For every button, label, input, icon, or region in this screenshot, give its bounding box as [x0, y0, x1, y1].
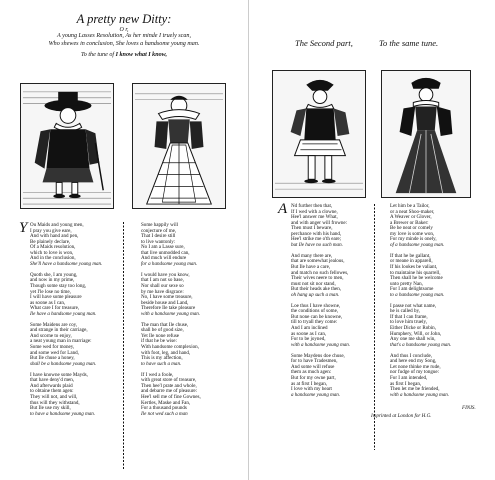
- verse-line: to a handsome young man.: [390, 291, 445, 298]
- verse-line: For to be joyned,: [291, 336, 326, 343]
- tune-name: I know what I know,: [115, 52, 168, 58]
- verse-line: Ile not wed such a man: [141, 410, 188, 417]
- or-text: O r,: [119, 27, 129, 33]
- finis-text: FINIS.: [462, 405, 476, 411]
- verse-line: for a handsome young man.: [141, 260, 198, 267]
- verse-line: For a thousand pounds: [141, 405, 187, 412]
- verse-line: the conditions of some,: [291, 308, 339, 315]
- verse-line: Then shall he be welcome: [390, 275, 443, 282]
- verse-line: Quoth she, I am young,: [30, 271, 78, 278]
- verse-line: I pray you give eare,: [30, 227, 72, 234]
- verse-line: With handsome complexion,: [141, 344, 199, 351]
- verse-line: by me have disgrace:: [141, 288, 184, 295]
- verse-line: And some will refuse: [291, 363, 335, 370]
- verse-line: Yet Ile none refuse: [141, 332, 180, 339]
- woodcut-young-man: [272, 70, 366, 198]
- verse-line: till to tryall they come:: [291, 319, 338, 326]
- verse-line: with a handsome young man.: [291, 341, 351, 348]
- verse-line: And much will endure: [141, 255, 187, 262]
- verse-line: to live wantonly:: [141, 238, 176, 245]
- verse-line: And many there are,: [291, 252, 333, 259]
- woodcut-lady: [132, 83, 226, 209]
- verse-line: The man that Ile chuse,: [141, 321, 189, 328]
- verse-line: Though some stay too long,: [30, 283, 87, 290]
- verse-line: No, I have some treasure,: [141, 294, 193, 301]
- verse-line: to have a handsome young man.: [30, 410, 96, 417]
- verse-line: I passe not what name,: [390, 302, 437, 309]
- verse-line: yet I'le lose no time,: [30, 288, 71, 295]
- subtitle-line-1: A young Lasses Resolution, As her minde I truely scan,: [57, 33, 191, 39]
- verse-line: to maintaine his quarrell,: [390, 269, 441, 276]
- verse-line: But their heads ake then,: [291, 286, 342, 293]
- verse-line: Be he neat or comely: [390, 225, 433, 232]
- verse-line: must not sit nor stand,: [291, 280, 336, 287]
- verse-line: And in the conclusion,: [30, 255, 76, 262]
- verse-line: Nd further then that,: [291, 203, 333, 209]
- verse-line: and here end my Song,: [390, 358, 437, 365]
- left-column-1: [30, 223, 102, 417]
- verse-line: Some Maydens doe chuse,: [291, 352, 345, 359]
- verse-line: For I am delightsome: [390, 286, 434, 293]
- tune-prefix: To the tune of: [80, 52, 116, 58]
- woodcut-young-woman: [381, 70, 471, 198]
- verse-line: I will have some pleasure: [30, 294, 82, 301]
- verse-line: If that I can frame,: [390, 313, 428, 320]
- verse-line: For I am intended,: [390, 374, 428, 381]
- verse-line: shall be a handsome young man.: [30, 360, 97, 367]
- verse-line: but Ile have no such man.: [291, 241, 343, 248]
- verse-line: a Brewer or Baker:: [390, 219, 429, 226]
- verse-line: if that he be wise:: [141, 338, 177, 345]
- drop-cap-right: A: [278, 201, 288, 217]
- verse-line: nor fudge of my tongue:: [390, 369, 440, 376]
- verse-line: as soone as I can,: [291, 330, 327, 337]
- verse-line: Humphery, Will, or John,: [390, 330, 442, 337]
- verse-line: unto pretty Nan,: [390, 280, 423, 287]
- verse-line: which to love is won,: [30, 249, 74, 256]
- column-divider-left: [122, 222, 125, 470]
- verse-line: Either Dicke or Robin,: [390, 325, 436, 332]
- woodcut-gentleman: [20, 83, 114, 209]
- verse-line: I love with my heart: [291, 386, 332, 393]
- verse-line: That I desire still: [141, 233, 176, 240]
- verse-line: a neat young man in marriage:: [30, 338, 92, 345]
- verse-line: And with hand and pen,: [30, 233, 79, 240]
- verse-line: If I wed with a clowne,: [291, 208, 338, 215]
- verse-line: that have deny'd men,: [30, 377, 75, 384]
- tune-line: [0, 52, 248, 58]
- verse-line: I have knowne some Mayds,: [30, 371, 88, 378]
- verse-line: But none can be knowne,: [291, 313, 343, 320]
- verse-line: that's a handsome young man.: [390, 341, 452, 348]
- verse-line: Their wives neere to men,: [291, 275, 344, 282]
- verse-line: Let him be a Tailor,: [390, 203, 430, 209]
- verse-line: Then must I beware,: [291, 225, 333, 232]
- second-part-title: The Second part,: [295, 38, 353, 48]
- right-column-2: [390, 204, 451, 398]
- verse-line: as soone as I can,: [30, 299, 66, 306]
- verse-line: Some wed for money,: [30, 344, 75, 351]
- verse-line: Some Maidens are coy,: [30, 321, 78, 328]
- verse-line: Of a Maids resolution,: [30, 244, 76, 251]
- verse-line: for to have Tradesmen,: [291, 358, 338, 365]
- verse-line: But for my owne part,: [291, 374, 336, 381]
- verse-line: Then let me be friended,: [390, 386, 440, 393]
- verse-line: to love him truely,: [390, 319, 427, 326]
- verse-line: No I am a Lasse sure,: [141, 244, 185, 251]
- verse-line: If his lookes be valiant,: [390, 264, 438, 271]
- verse-line: This is my affection,: [141, 355, 183, 362]
- verse-line: Therefore Ile take pleasure: [141, 305, 196, 312]
- verse-line: with foot, leg, and hand,: [141, 349, 191, 356]
- verse-line: that are somewhat jealous,: [291, 258, 345, 265]
- verse-line: as at first I began,: [291, 380, 328, 387]
- ballad-title: A pretty new Ditty:: [76, 12, 172, 26]
- verse-line: And scorne to enjoy,: [30, 332, 72, 339]
- verse-line: and with anger will frowne:: [291, 219, 348, 226]
- verse-line: to obtaine them agen:: [30, 388, 74, 395]
- verse-line: Any one me shall win,: [390, 336, 436, 343]
- verse-line: And thus I conclude,: [390, 352, 433, 359]
- verse-line: and match no such fellowes,: [291, 269, 349, 276]
- verse-line: conjecture of me,: [141, 227, 177, 234]
- verse-line: shall be of good size,: [141, 327, 184, 334]
- verse-line: oh hang up such a man.: [291, 291, 340, 298]
- verse-line: to have such a man.: [141, 360, 182, 367]
- verse-line: Some happily will: [141, 222, 179, 228]
- verse-line: For my minde is onely,: [390, 236, 437, 243]
- verse-line: A Weaver or Glover,: [390, 214, 432, 221]
- verse-line: She'll have a handsome young man.: [30, 260, 103, 267]
- verse-line: What care I for treasure,: [30, 305, 80, 312]
- verse-line: that I am not so base,: [141, 277, 184, 284]
- verse-line: If I wed a foole,: [141, 371, 174, 378]
- same-tune-text: To the same tune.: [379, 38, 439, 48]
- verse-line: as first I began,: [390, 380, 422, 387]
- verse-line: But Ile have a care,: [291, 264, 331, 271]
- imprint-line: Imprinted at London for H.G.: [371, 413, 432, 419]
- verse-line: Let none thinke me rude,: [390, 363, 441, 370]
- verse-line: perchance with his hand,: [291, 230, 342, 237]
- verse-line: Nor shall our sexe so: [141, 283, 184, 290]
- verse-line: thus will they withstand,: [30, 399, 80, 406]
- verse-line: And I am inclined: [291, 325, 328, 332]
- verse-line: I would have you know,: [141, 271, 190, 278]
- drop-cap-left: Y: [19, 220, 28, 236]
- verse-line: If that he be gallant,: [390, 252, 431, 259]
- verse-line: Kertles, Maske and Fan,: [141, 399, 191, 406]
- verse-line: They will not, and will,: [30, 393, 78, 400]
- verse-line: he is called by,: [390, 308, 420, 315]
- verse-line: Hee'l answer me What,: [291, 214, 338, 221]
- verse-line: of a handsome young man.: [390, 241, 445, 248]
- verse-line: Be plainely declare,: [30, 238, 71, 245]
- verse-line: But Ile use my skill,: [30, 405, 71, 412]
- verse-line: a handsome young man.: [291, 391, 341, 398]
- subtitle-line-2: Who shewes in conclusion, She loves a handsome young man.: [48, 41, 200, 47]
- verse-line: with a handsome young man.: [141, 310, 201, 317]
- verse-line: Loe thus I have showne,: [291, 302, 341, 309]
- right-page: [248, 0, 495, 480]
- verse-line: and debarre me of pleasure:: [141, 388, 198, 395]
- verse-line: Ile have a handsome young man.: [30, 310, 97, 317]
- verse-line: Hee'l sell me of fine Gownes,: [141, 393, 201, 400]
- verse-line: beside house and Land,: [141, 299, 189, 306]
- verse-line: or a neat Shoo-maker,: [390, 208, 435, 215]
- left-column-2: [141, 223, 201, 417]
- verse-line: But Ile chuse a honey,: [30, 355, 75, 362]
- verse-line: that live unmodded can,: [141, 249, 190, 256]
- verse-line: Then hee'l prate and whole,: [141, 382, 197, 389]
- verse-line: and some wed for Land,: [30, 349, 79, 356]
- verse-line: Hee'l strike me o'th eare;: [291, 236, 342, 243]
- verse-line: And afterwards plaid: [30, 382, 73, 389]
- verse-line: with great store of treasure,: [141, 377, 197, 384]
- verse-line: my love is some won,: [390, 230, 435, 237]
- right-column-1: [291, 204, 350, 398]
- verse-line: and now in my prime,: [30, 277, 75, 284]
- verse-line: with a handsome young man.: [390, 391, 450, 398]
- verse-line: and strange in their carriage,: [30, 327, 88, 334]
- verse-line: Ou Maids and young men,: [30, 222, 84, 228]
- verse-line: or meane in apparell,: [390, 258, 433, 265]
- verse-line: them as much agen:: [291, 369, 332, 376]
